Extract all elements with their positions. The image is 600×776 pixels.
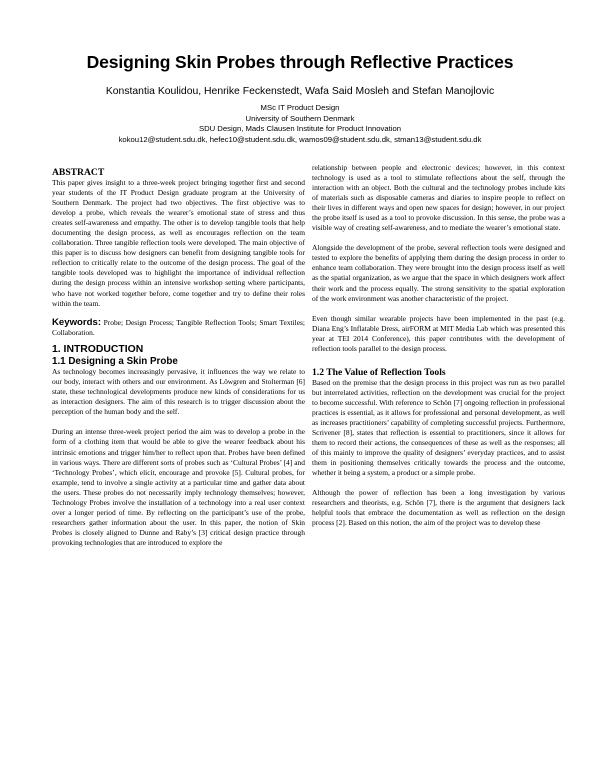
affiliation-institute: SDU Design, Mads Clausen Institute for Product Innovation (198, 124, 402, 134)
intro-heading: 1. INTRODUCTION (52, 343, 144, 355)
affiliation-program: MSc IT Product Design (260, 103, 340, 112)
abstract-text: This paper gives insight to a three-week project bringing together first and second year students of the IT Product Design graduate program at the University of Southern Denmark. The project had two objectives. The first objective was to develop a probe, which reveals the wearer’s emotional state of stress and thus creates self-awareness and empathy. The other is to develop tangible tools that help documenting the design process, as well as encourages reflection on the team collaboration. Three tangible reflection tools were developed. The main objective of this paper is to discuss how designers can benefit from designing tangible tools for reflection to critically relate to the outcome of the design process. The goal of the tangible tools developed was to highlight the importance of individual reflection during the design process within an intensive workshop setting where participants, who have not worked together before, come together and try to define their roles within the team. (52, 178, 305, 308)
abstract-heading: ABSTRACT (52, 167, 105, 178)
right-paragraph-5: Although the power of reflection has been a long investigation by various researchers and theorists, e.g. Schön [7], there is the argument that designers lack helpful tools that embrace the documentation as well as reflection on the design process [2]. Based on this notion, the aim of the project was to develop these (312, 488, 565, 528)
author-emails: kokou12@student.sdu.dk, hefec10@student.sdu.dk, wamos09@student.sdu.dk, stman13@student.sdu.dk (118, 134, 482, 144)
section-1-2-heading: 1.2 The Value of Reflection Tools (312, 366, 446, 378)
right-paragraph-2: Alongside the development of the probe, several reflection tools were designed and tested to explore the benefits of applying them during the design process in order to enhance team collaboration. They were brought into the design process itself as well as the spatial organization, as we argue that the space in which designers work affect their work and the process equally. The strong sensitivity to the spatial exploration of the work environment was another characteristic of the project. (312, 243, 565, 303)
keywords-text: Probe; Design Process; Tangible Reflection Tools; Smart Textiles; Collaboration. (52, 317, 306, 337)
keywords-label: Keywords: (52, 316, 102, 328)
section-1-1-heading: 1.1 Designing a Skin Probe (52, 355, 178, 367)
affiliation-block (30, 103, 570, 145)
paper-title: Designing Skin Probes through Reflective Practices (86, 52, 514, 72)
right-paragraph-4: Based on the premise that the design process in this project was run as two parallel but interrelated activities, reflection on the development was crucial for the project to become successful. With reference to Schön [7] ongoing reflection in professional practices is essential, as it allows for professional and personal development, as well as increases practitioners’ capability of completing successful projects. Furthermore, Scrivener [8], states that reflection is essential to practitioners, since it allows for them to record their actions, the consequences of these as well as the responses; all of this mainly to improve the quality of designers’ everyday practices, and to assist them in positioning themselves critically towards the process and the outcome, whether it being a system, a product or a simple probe. (312, 377, 565, 478)
right-paragraph-1: relationship between people and electronic devices; however, in this context technology is used as a tool to stimulate reflections about the self, through the interaction with an object. Both the cultural and the technology probes include kits of materials such as disposable cameras and diaries to inspire people to reflect on their lives in different ways and open new spaces for design; however, in our project the probe itself is used as a tool to provoke discussion. In this sense, the probe was a visible way of creating self-awareness, and to mediate the wearer’s emotional state. (312, 163, 565, 233)
right-column (312, 163, 565, 528)
keywords (52, 318, 305, 338)
intro-paragraph-2: During an intense three-week project period the aim was to develop a probe in the form of a clothing item that would be able to give the wearer feedback about his intrinsic emotions and trigger him/her to reflect upon that. Probes have been defined in various ways. There are different sorts of probes such as ‘Cultural Probes’ [4] and ‘Technology Probes’, which elicit, encourage and provoke [5]. Cultural probes, for example, tend to involve a single activity at a particular time and gather data about the users. These probes do not necessarily imply technology themselves; however, Technology Probes involve the installation of a technology into a real user context over a longer period of time. By reflecting on the participant’s use of the probe, researchers gather information about the user. In this paper, the notion of Skin Probes is closely aligned to Dunne and Raby’s [3] critical design practice through provoking technologies that are introduced to explore the (52, 427, 305, 547)
intro-paragraph-1: As technology becomes increasingly pervasive, it influences the way we relate to our body, interact with others and our environment. As Löwgren and Stolterman [6] state, these technological developments produce new kinds of considerations for us as interaction designers. The aim of this research is to trigger discussion about the perception of the human body and the self. (52, 367, 305, 417)
affiliation-university: University of Southern Denmark (245, 113, 355, 123)
right-paragraph-3: Even though similar wearable projects have been implemented in the past (e.g. Diana Eng’s Inflatable Dress, airFORM at MIT Media Lab which was presented this year at TEI 2014 Conference), this paper contributes with the development of reflection tools parallel to the design process. (312, 313, 565, 353)
author-list: Konstantia Koulidou, Henrike Feckenstedt, Wafa Said Mosleh and Stefan Manojlovic (105, 86, 495, 97)
left-column (52, 167, 305, 548)
